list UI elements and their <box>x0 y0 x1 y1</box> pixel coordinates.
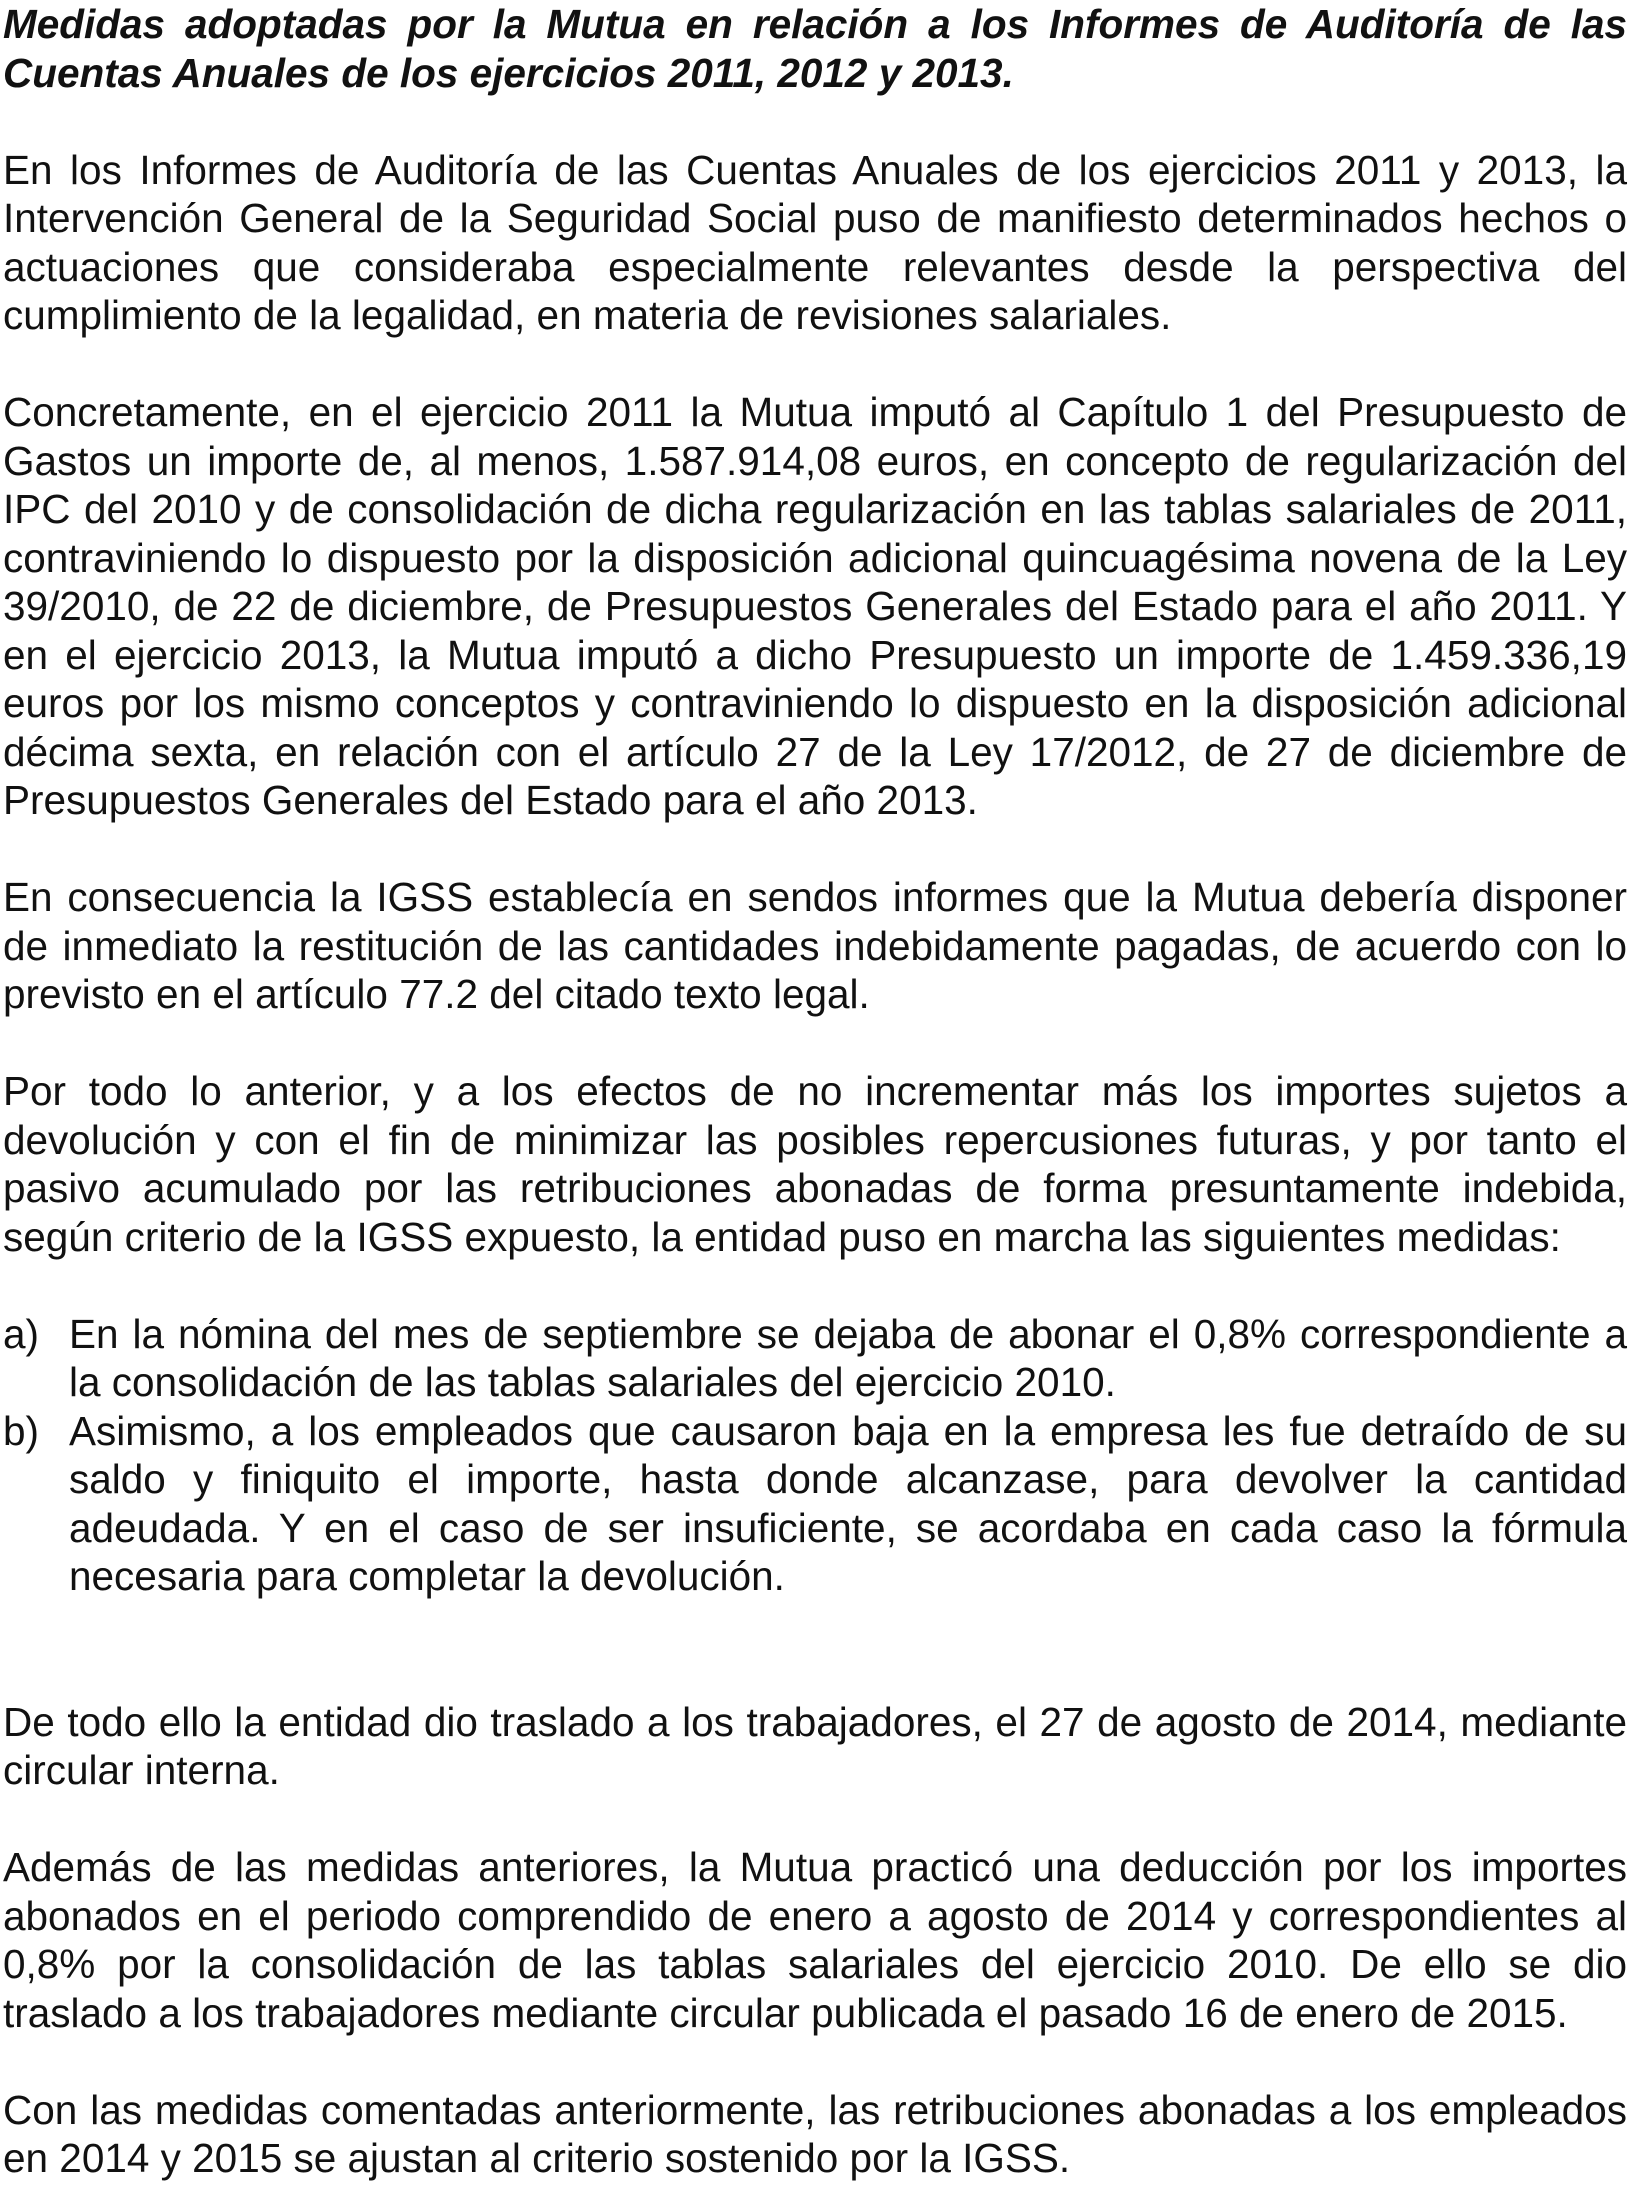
spacer <box>3 1019 1627 1068</box>
spacer <box>3 825 1627 874</box>
measures-list <box>3 1310 1627 1601</box>
document-page <box>3 0 1627 2183</box>
list-item-text: En la nómina del mes de septiembre se dejaba de abonar el 0,8% correspondiente a la consolidación de las tablas salariales del ejercicio 2010. <box>69 1310 1627 1405</box>
document-title: Medidas adoptadas por la Mutua en relación a los Informes de Auditoría de las Cuentas Anuales de los ejercicios 2011, 2012 y 2013. <box>3 1 1627 96</box>
spacer <box>3 2037 1627 2086</box>
list-item <box>3 1310 1627 1407</box>
paragraph-audit-reports: En los Informes de Auditoría de las Cuentas Anuales de los ejercicios 2011 y 2013, la Intervención General de la Seguridad Social puso de manifiesto determinados hechos o actuaciones que consideraba especialmente relevantes desde la perspectiva del cumplimiento de la legalidad, en materia de revisiones salariales. <box>3 146 1627 338</box>
list-marker: b) <box>3 1407 40 1454</box>
spacer <box>3 97 1627 146</box>
paragraph-internal-circular: De todo ello la entidad dio traslado a los trabajadores, el 27 de agosto de 2014, mediante circular interna. <box>3 1698 1627 1793</box>
list-marker: a) <box>3 1310 40 1357</box>
paragraph-imputed-amounts: Concretamente, en el ejercicio 2011 la Mutua imputó al Capítulo 1 del Presupuesto de Gastos un importe de, al menos, 1.587.914,08 euros, en concepto de regularización del IPC del 2010 y de consolidación de dicha regularización en las tablas salariales de 2011, contraviniendo lo dispuesto por la disposición adicional quincuagésima novena de la Ley 39/2010, de 22 de diciembre, de Presupuestos Generales del Estado para el año 2011. Y en el ejercicio 2013, la Mutua imputó a dicho Presupuesto un importe de 1.459.336,19 euros por los mismo conceptos y contraviniendo lo dispuesto en la disposición adicional décima sexta, en relación con el artículo 27 de la Ley 17/2012, de 27 de diciembre de Presupuestos Generales del Estado para el año 2013. <box>3 389 1627 823</box>
paragraph-measures-intro: Por todo lo anterior, y a los efectos de no incrementar más los importes sujetos a devolución y con el fin de minimizar las posibles repercusiones futuras, y por tanto el pasivo acumulado por las retribuciones abonadas de forma presuntamente indebida, según criterio de la IGSS expuesto, la entidad puso en marcha las siguientes medidas: <box>3 1068 1627 1260</box>
spacer <box>3 1601 1627 1698</box>
paragraph-igss-restitution: En consecuencia la IGSS establecía en sendos informes que la Mutua debería disponer de inmediato la restitución de las cantidades indebidamente pagadas, de acuerdo con lo previsto en el artículo 77.2 del citado texto legal. <box>3 874 1627 1017</box>
spacer <box>3 340 1627 389</box>
paragraph-deduction: Además de las medidas anteriores, la Mutua practicó una deducción por los importes abonados en el periodo comprendido de enero a agosto de 2014 y correspondientes al 0,8% por la consolidación de las tablas salariales del ejercicio 2010. De ello se dio traslado a los trabajadores mediante circular publicada el pasado 16 de enero de 2015. <box>3 1844 1627 2036</box>
paragraph-conclusion: Con las medidas comentadas anteriormente, las retribuciones abonadas a los empleados en 2014 y 2015 se ajustan al criterio sostenido por la IGSS. <box>3 2086 1627 2181</box>
spacer <box>3 1795 1627 1844</box>
list-item-text: Asimismo, a los empleados que causaron baja en la empresa les fue detraído de su saldo y finiquito el importe, hasta donde alcanzase, para devolver la cantidad adeudada. Y en el caso de ser insuficiente, se acordaba en cada caso la fórmula necesaria para completar la devolución. <box>69 1407 1627 1599</box>
spacer <box>3 1261 1627 1310</box>
list-item <box>3 1407 1627 1601</box>
